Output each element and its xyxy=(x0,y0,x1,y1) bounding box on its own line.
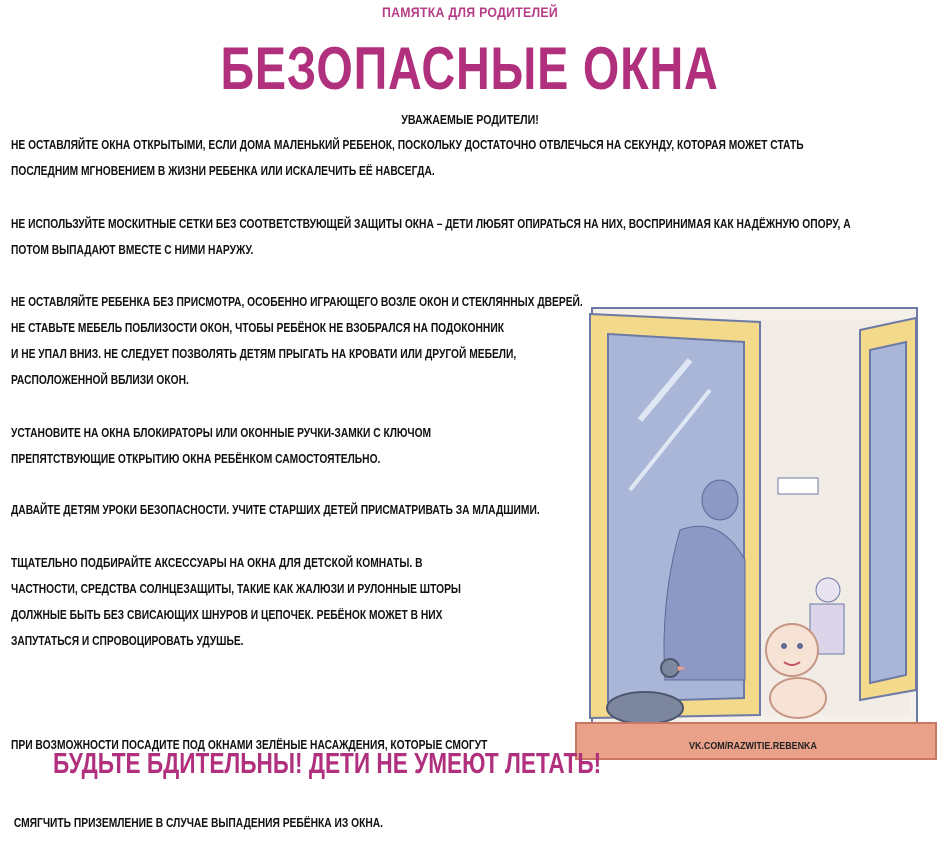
greeting: УВАЖАЕМЫЕ РОДИТЕЛИ! xyxy=(401,113,539,127)
paragraph-line: РАСПОЛОЖЕННОЙ ВБЛИЗИ ОКОН. xyxy=(11,373,189,387)
page-title: БЕЗОПАСНЫЕ ОКНА xyxy=(220,35,719,102)
paragraph-line: ДОЛЖНЫЕ БЫТЬ БЕЗ СВИСАЮЩИХ ШНУРОВ И ЦЕПОЧЕК. РЕБЁНОК МОЖЕТ В НИХ xyxy=(11,608,443,622)
paragraph-line: НЕ СТАВЬТЕ МЕБЕЛЬ ПОБЛИЗОСТИ ОКОН, ЧТОБЫ РЕБЁНОК НЕ ВЗОБРАЛСЯ НА ПОДОКОННИК xyxy=(11,321,504,335)
paragraph-accessories xyxy=(11,550,461,654)
paragraph-line: ПОСЛЕДНИМ МГНОВЕНИЕМ В ЖИЗНИ РЕБЕНКА ИЛИ ИСКАЛЕЧИТЬ ЕЁ НАВСЕГДА. xyxy=(11,164,435,178)
paragraph-line: УСТАНОВИТЕ НА ОКНА БЛОКИРАТОРЫ ИЛИ ОКОННЫЕ РУЧКИ-ЗАМКИ С КЛЮЧОМ xyxy=(11,426,432,440)
footer-slogan: БУДЬТЕ БДИТЕЛЬНЫ! ДЕТИ НЕ УМЕЮТ ЛЕТАТЬ! xyxy=(53,748,602,780)
paragraph-line: НЕ ОСТАВЛЯЙТЕ РЕБЕНКА БЕЗ ПРИСМОТРА, ОСОБЕННО ИГРАЮЩЕГО ВОЗЛЕ ОКОН И СТЕКЛЯННЫХ ДВЕРЕЙ. xyxy=(11,295,583,309)
paragraph-line: ТЩАТЕЛЬНО ПОДБИРАЙТЕ АКСЕССУАРЫ НА ОКНА ДЛЯ ДЕТСКОЙ КОМНАТЫ. В xyxy=(11,556,423,570)
paragraph-lessons xyxy=(11,497,540,523)
paragraph-supervision xyxy=(11,289,583,393)
paragraph-line: ПОТОМ ВЫПАДАЮТ ВМЕСТЕ С НИМИ НАРУЖУ. xyxy=(11,243,254,257)
paragraph-line: ДАВАЙТЕ ДЕТЯМ УРОКИ БЕЗОПАСНОСТИ. УЧИТЕ СТАРШИХ ДЕТЕЙ ПРИСМАТРИВАТЬ ЗА МЛАДШИМИ. xyxy=(11,503,540,517)
window-illustration xyxy=(570,300,940,770)
source-credit: VK.COM/RAZWITIE.REBENKA xyxy=(689,740,817,752)
paragraph-line: ПРИ ВОЗМОЖНОСТИ ПОСАДИТЕ ПОД ОКНАМИ ЗЕЛЁНЫЕ НАСАЖДЕНИЯ, КОТОРЫЕ СМОГУТ xyxy=(11,738,488,752)
paragraph-line: НЕ ИСПОЛЬЗУЙТЕ МОСКИТНЫЕ СЕТКИ БЕЗ СООТВЕТСТВУЮЩЕЙ ЗАЩИТЫ ОКНА – ДЕТИ ЛЮБЯТ ОПИРАТЬСЯ НА НИХ, ВОСПРИНИМАЯ КАК НАДЁЖНУЮ ОПОРУ, А xyxy=(11,217,851,231)
paragraph-line: НЕ ОСТАВЛЯЙТЕ ОКНА ОТКРЫТЫМИ, ЕСЛИ ДОМА МАЛЕНЬКИЙ РЕБЕНОК, ПОСКОЛЬКУ ДОСТАТОЧНО ОТВЛЕЧЬСЯ НА СЕКУНДУ, КОТОРАЯ МОЖЕТ СТАТЬ xyxy=(11,138,804,152)
paragraph-line: СМЯГЧИТЬ ПРИЗЕМЛЕНИЕ В СЛУЧАЕ ВЫПАДЕНИЯ РЕБЁНКА ИЗ ОКНА. xyxy=(11,816,384,830)
paragraph-line: ЧАСТНОСТИ, СРЕДСТВА СОЛНЦЕЗАЩИТЫ, ТАКИЕ КАК ЖАЛЮЗИ И РУЛОННЫЕ ШТОРЫ xyxy=(11,582,461,596)
paragraph-open-windows xyxy=(11,132,804,184)
paragraph-line: ЗАПУТАТЬСЯ И СПРОВОЦИРОВАТЬ УДУШЬЕ. xyxy=(11,634,244,648)
paragraph-mosquito-nets xyxy=(11,211,851,263)
kicker: ПАМЯТКА ДЛЯ РОДИТЕЛЕЙ xyxy=(381,4,559,20)
paragraph-locks xyxy=(11,420,431,472)
paragraph-line: И НЕ УПАЛ ВНИЗ. НЕ СЛЕДУЕТ ПОЗВОЛЯТЬ ДЕТЯМ ПРЫГАТЬ НА КРОВАТИ ИЛИ ДРУГОЙ МЕБЕЛИ, xyxy=(11,347,517,361)
paragraph-line: ПРЕПЯТСТВУЮЩИЕ ОТКРЫТИЮ ОКНА РЕБЁНКОМ САМОСТОЯТЕЛЬНО. xyxy=(11,452,381,466)
